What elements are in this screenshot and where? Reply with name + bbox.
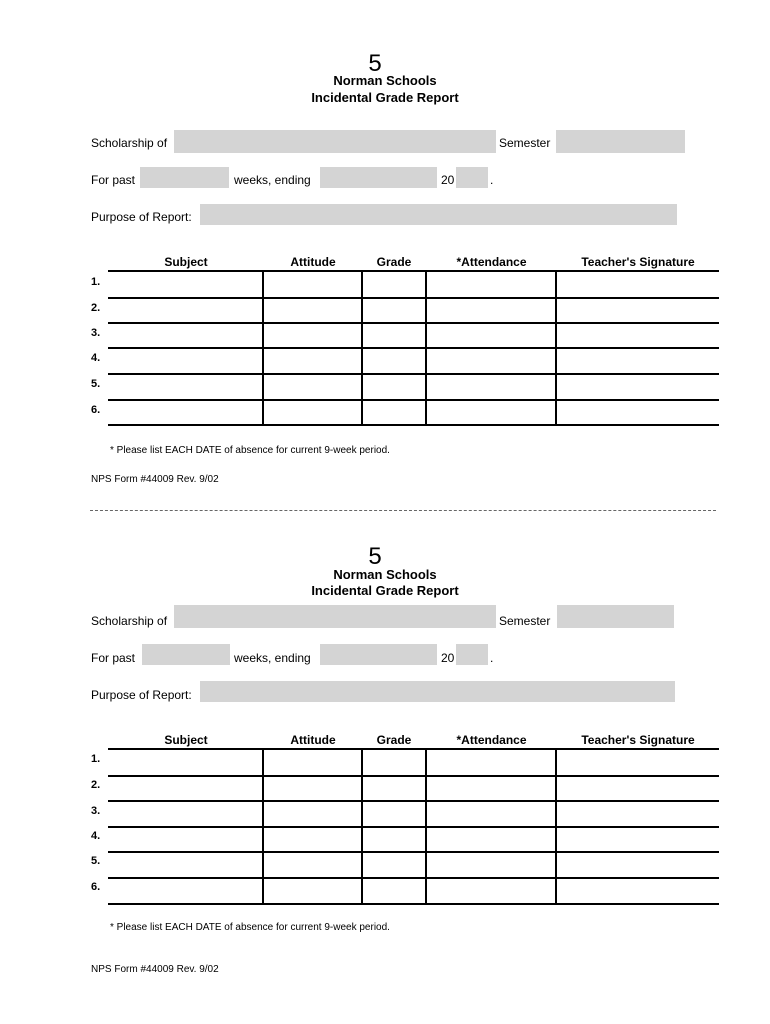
- weeks-field[interactable]: [140, 167, 229, 188]
- table-column-divider: [555, 271, 557, 426]
- ending-date-field[interactable]: [320, 644, 437, 665]
- table-rule: [108, 322, 719, 324]
- row-number: 2.: [91, 779, 101, 791]
- table-column-divider: [361, 271, 363, 426]
- for-past-label: For past: [91, 173, 136, 187]
- row-number: 4.: [91, 352, 101, 364]
- attendance-note: * Please list EACH DATE of absence for current 9-week period.: [110, 445, 390, 456]
- table-rule: [108, 775, 719, 777]
- year-field[interactable]: [456, 644, 488, 665]
- semester-field[interactable]: [556, 130, 685, 153]
- row-number: 3.: [91, 327, 101, 339]
- row-number: 3.: [91, 805, 101, 817]
- year-prefix-label: 20: [441, 173, 455, 187]
- semester-label: Semester: [499, 614, 551, 628]
- attendance-header: *Attendance: [456, 255, 527, 269]
- table-rule: [108, 851, 719, 853]
- period-label: .: [490, 173, 494, 187]
- attendance-header: *Attendance: [456, 733, 527, 747]
- scholarship-of-label: Scholarship of: [91, 136, 168, 150]
- subject-header: Subject: [164, 255, 208, 269]
- table-column-divider: [425, 271, 427, 426]
- purpose-label: Purpose of Report:: [91, 688, 192, 702]
- row-number: 6.: [91, 404, 101, 416]
- table-rule: [108, 399, 719, 401]
- table-column-divider: [555, 749, 557, 905]
- grade-report-form-2: [0, 478, 770, 975]
- semester-label: Semester: [499, 136, 551, 150]
- scholarship-of-field[interactable]: [174, 605, 496, 628]
- table-column-divider: [425, 749, 427, 905]
- table-rule: [108, 347, 719, 349]
- table-column-divider: [262, 271, 264, 426]
- table-rule: [108, 800, 719, 802]
- row-number: 5.: [91, 378, 101, 390]
- form-number: 5: [368, 50, 382, 77]
- grade-header: Grade: [376, 255, 412, 269]
- attitude-header: Attitude: [290, 255, 336, 269]
- subject-header: Subject: [164, 733, 208, 747]
- grade-header: Grade: [376, 733, 412, 747]
- row-number: 4.: [91, 830, 101, 842]
- purpose-label: Purpose of Report:: [91, 210, 192, 224]
- attitude-header: Attitude: [290, 733, 336, 747]
- form-number: 5: [368, 543, 382, 570]
- form-footer: NPS Form #44009 Rev. 9/02: [91, 964, 219, 975]
- year-prefix-label: 20: [441, 651, 455, 665]
- teacher-signature-header: Teacher's Signature: [581, 733, 695, 747]
- school-name: Norman Schools: [333, 73, 437, 88]
- table-rule: [108, 270, 719, 272]
- purpose-field[interactable]: [200, 681, 675, 702]
- table-column-divider: [262, 749, 264, 905]
- row-number: 5.: [91, 855, 101, 867]
- form-footer: NPS Form #44009 Rev. 9/02: [91, 474, 219, 485]
- weeks-field[interactable]: [142, 644, 230, 665]
- report-title: Incidental Grade Report: [311, 90, 459, 105]
- weeks-ending-label: weeks, ending: [234, 651, 311, 665]
- table-rule: [108, 826, 719, 828]
- table-rule: [108, 877, 719, 879]
- row-number: 1.: [91, 753, 101, 765]
- grade-report-form-1: [0, 0, 770, 485]
- teacher-signature-header: Teacher's Signature: [581, 255, 695, 269]
- weeks-ending-label: weeks, ending: [234, 173, 311, 187]
- purpose-field[interactable]: [200, 204, 677, 225]
- table-rule: [108, 903, 719, 905]
- scholarship-of-field[interactable]: [174, 130, 496, 153]
- row-number: 6.: [91, 881, 101, 893]
- row-number: 1.: [91, 276, 101, 288]
- period-label: .: [490, 651, 494, 665]
- row-number: 2.: [91, 302, 101, 314]
- school-name: Norman Schools: [333, 567, 437, 582]
- for-past-label: For past: [91, 651, 136, 665]
- semester-field[interactable]: [557, 605, 674, 628]
- scholarship-of-label: Scholarship of: [91, 614, 168, 628]
- table-column-divider: [361, 749, 363, 905]
- table-rule: [108, 297, 719, 299]
- table-rule: [108, 748, 719, 750]
- table-rule: [108, 373, 719, 375]
- year-field[interactable]: [456, 167, 488, 188]
- report-title: Incidental Grade Report: [311, 583, 459, 598]
- table-rule: [108, 424, 719, 426]
- attendance-note: * Please list EACH DATE of absence for current 9-week period.: [110, 922, 390, 933]
- ending-date-field[interactable]: [320, 167, 437, 188]
